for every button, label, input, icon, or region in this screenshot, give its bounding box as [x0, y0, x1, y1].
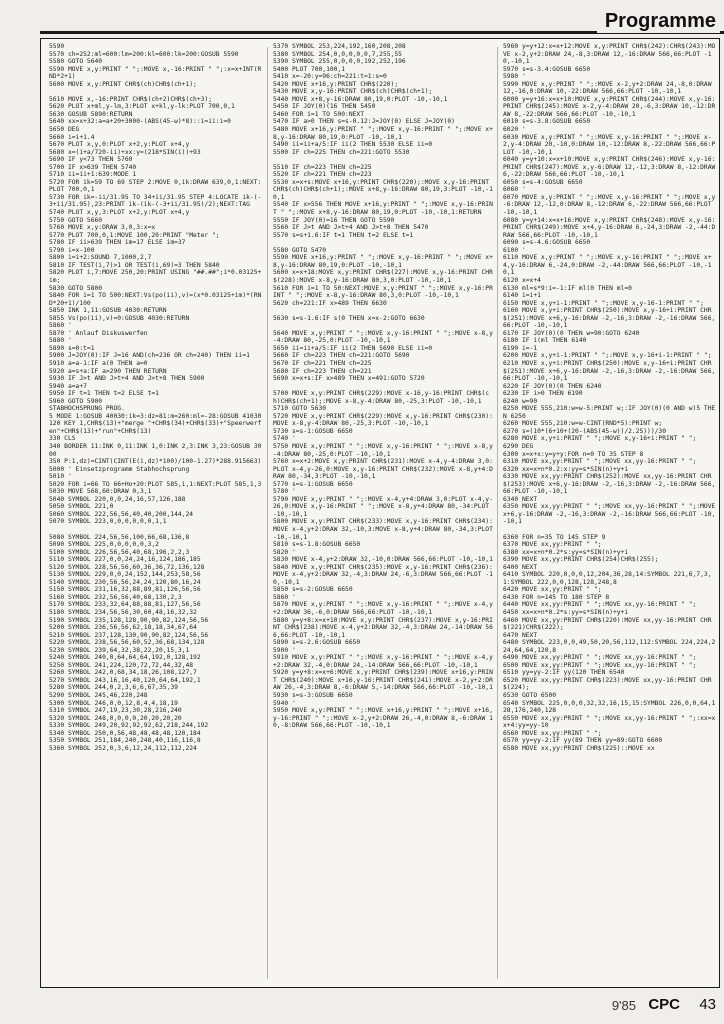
code-line: 5070 SYMBOL 223,0,0,0,0,0,0,1,1: [49, 518, 167, 526]
code-line: 6450 xx=x+n*0.2*s:yy=s*SIN(n)+y+i: [503, 609, 629, 617]
code-line: 5890 s=0:t=1: [49, 344, 95, 352]
code-line: 5860 ': [273, 593, 296, 601]
code-line: 5430 MOVE x,y-16:PRINT CHR$(ch)CHR$(ch+1);: [273, 88, 433, 96]
code-line: 6000 y=y+16:x=x+10:MOVE x,y:PRINT CHR$(244):MOVE x,y-16:PRINT CHR$(245):MOVE x-2,y-4:DRAW 20,-6,3:DRAW 10,-12:DRAW 8,-22:DRAW 566,66:PLOT -10,-10,1: [503, 95, 716, 118]
code-line: 5670 IF ch=221 THEN ch=225: [273, 359, 372, 367]
code-line: 5120 SYMBOL 228,56,56,60,36,36,72,136,128: [49, 563, 205, 571]
code-line: 5820 ': [273, 548, 296, 556]
code-line: 6390 MOVE xx,yy:PRINT CHR$(254)CHR$(255);: [503, 556, 659, 564]
code-line: 5680 IF ch=223 THEN ch=221: [273, 367, 372, 375]
listing-column-3: [503, 43, 720, 983]
code-line: 5190 SYMBOL 235,128,128,90,90,82,124,56,56: [49, 616, 209, 624]
code-line: 5850 INK 1,11:GOSUB 4030:RETURN: [49, 307, 167, 315]
code-line: 5650 DEG: [49, 126, 80, 134]
code-line: 5600 x=x+18:MOVE x,y:PRINT CHR$(227):MOVE x,y-16:PRINT CHR$(228):MOVE x-8,y-16:DRAW 80,3,0:PLOT -10,-10,1: [273, 269, 493, 284]
code-line: 5650 ii=ii+a/5:IF ii(2 THEN 5690 ELSE ii=0: [273, 344, 433, 352]
code-line: 5420 MOVE x+16,y:PRINT CHR$(220);: [273, 80, 399, 88]
code-line: 5730 FOR ik=-ii/31.95 TO 34+ii/31.95 STEP 4:LOCATE ik-(-3+ii/31.95),23:PRINT ik-(ik-(-3+ii/31.95)/2);NEXT:TAG: [49, 193, 262, 209]
code-line: 5710 GOTO 5630: [273, 405, 327, 413]
code-line: 5920 a=s+a:IF a>290 THEN RETURN: [49, 367, 167, 375]
code-line: 5960 GOTO 5900: [49, 397, 103, 405]
code-line: 6060 ': [503, 186, 526, 194]
code-line: 5530 x=x+s:MOVE x+16,y:PRINT CHR$(220);:MOVE x,y-16:PRINT CHR$(ch)CHR$(ch+1);:MOVE x+8,y-16:DRAW 80,19,3:PLOT -10,-10,1: [273, 178, 493, 201]
code-line: 5330 SYMBOL 249,20,92,92,92,62,218,244,192: [49, 722, 209, 730]
code-line: 5440 MOVE x+8,y-16:DRAW 80,19,0:PLOT -10,-10,1: [273, 95, 448, 103]
code-line: 5720 MOVE x,y:PRINT CHR$(229):MOVE x,y-16:PRINT CHR$(230):MOVE x-8,y-4:DRAW 80,-25,3:PLOT -10,-10,1: [273, 412, 493, 428]
code-line: 6280 MOVE x,y+i:PRINT " ";:MOVE x,y-16+i:PRINT " ";: [503, 435, 697, 443]
code-line: 5450 IF JOY(0)(16 THEN 5450: [273, 103, 376, 111]
code-line: 5060 SYMBOL 222,56,56,40,40,200,144,24: [49, 510, 194, 518]
code-line: 5010 ': [49, 473, 72, 481]
code-line: STABHOCHSPRUNG PROG.: [49, 405, 125, 413]
code-line: 5900 ': [273, 646, 296, 654]
listing-column-2: [273, 43, 497, 983]
code-line: 5540 IF x>556 THEN MOVE x+16,y:PRINT " ";:MOVE x,y-16:PRINT " ";:MOVE x+8,y-16:DRAW 80,19,0:PLOT -10,-10,1:RETURN: [273, 201, 493, 217]
code-line: 6120 x=x+4: [503, 276, 541, 284]
code-line: 6310 MOVE xx,yy:PRINT " ";:MOVE xx,yy-16:PRINT " ";: [503, 458, 697, 466]
code-line: 5780 ': [273, 488, 296, 496]
code-line: 5560 IF J>t AND J>t+4 AND J>t+8 THEN 5470: [273, 224, 429, 232]
code-line: 5520 IF ch=221 THEN ch=223: [273, 171, 372, 179]
code-line: 6460 MOVE xx,yy:PRINT CHR$(220):MOVE xx,yy-16:PRINT CHR$(221)CHR$(222);: [503, 616, 712, 632]
code-line: 5590 MOVE x+16,y:PRINT " ";:MOVE x,y-16:PRINT " ";:MOVE x+8,y-16:DRAW 80,19,0:PLOT -10,-10,1: [273, 254, 493, 269]
code-line: 5260 SYMBOL 242,0,68,34,18,26,108,127,7: [49, 669, 197, 677]
code-line: 5920 y=y+8:x=x+6:MOVE x,y:PRINT CHR$(239):MOVE x+16,y:PRINT CHR$(240):MOVE x+16,y-16:PRINT CHR$(241):MOVE x-2,y+2:DRAW 26,-4,3:DRAW 8,-6:DRAW 5,-14:DRAW 566,66:PLOT -10,-10,1: [273, 669, 493, 692]
code-line: 6050 s=s-4:GOSUB 6650: [503, 178, 583, 186]
page-footer: [0, 990, 724, 1024]
code-line: 5470 IF a>0 THEN s=s-0.12:J=JOY(0) ELSE J=JOY(0): [273, 118, 455, 126]
code-line: 6010 s=s-3.8:GOSUB 6650: [503, 118, 591, 126]
code-line: 5280 SYMBOL 244,0,2,3,6,6,67,35,39: [49, 684, 178, 692]
code-line: 6140 i=i+1: [503, 292, 541, 300]
page-number: 43: [699, 996, 716, 1013]
code-line: 6230 IF i>0 THEN 6190: [503, 390, 583, 398]
code-line: 340 BORDER 11:INK 0,11:INK 1,0:INK 2,3:INK 3,23:GOSUB 3000: [49, 442, 262, 458]
code-line: 5290 SYMBOL 245,46,220,248: [49, 692, 148, 700]
code-line: 5700 MOVE x,y:PRINT CHR$(229):MOVE x-16,y-16:PRINT CHR$(ch)CHR$(ch+1);:MOVE x-8,y-4:DRAW 80,-25,3:PLOT -10,-10,1: [273, 390, 490, 405]
code-line: 5770 s=s-1:GOSUB 6650: [273, 480, 353, 488]
code-line: 6150 MOVE x,y+i-1:PRINT " ";:MOVE x,y-16-1:PRINT " ";: [503, 299, 704, 307]
code-line: 6040 y=y+10:x=x+10:MOVE x,y:PRINT CHR$(246):MOVE x,y-16:PRINT CHR$(247):MOVE x,y-6:DRAW 12,-12,3:DRAW 8,-12:DRAW 6,-22:DRAW 566,66:PLOT -10,-10,1: [503, 156, 720, 179]
code-line: 5820 PLOT i,7:MOVE 250,20:PRINT USING "##.##";i*0.03125+im;: [49, 269, 262, 284]
code-line: 5550 IF JOY(0)=16 THEN GOTO 5590: [273, 216, 395, 224]
column-divider: [497, 47, 498, 979]
code-line: 5620 ch=221:IF x>489 THEN 6630: [273, 299, 387, 307]
code-line: [49, 526, 264, 534]
code-line: 6190 i=-1: [503, 344, 538, 352]
code-line: 5780 IF ii>639 THEN im=17 ELSE im=37: [49, 239, 186, 247]
code-line: 5830 MOVE x-4,y+2:DRAW 32,-10,0:DRAW 566,66:PLOT -10,-10,1: [273, 556, 493, 564]
listing-column-1: [49, 43, 264, 983]
code-line: 5690 IF y<73 THEN 5760: [49, 156, 133, 164]
code-line: 5750 MOVE x,y:PRINT " ";:MOVE x,y-16:PRINT " ";:MOVE x-8,y-4:DRAW 80,-25,0:PLOT -10,-10,1: [273, 442, 493, 458]
code-line: 6580 MOVE xx,yy:PRINT CHR$(225)::MOVE xx: [503, 744, 655, 752]
code-line: 5950 IF t=1 THEN t=2 ELSE t=1: [49, 390, 159, 398]
code-line: 5930 s=s-3:GOSUB 6650: [273, 692, 353, 700]
code-line: 6560 MOVE xx,yy:PRINT " ";: [503, 729, 602, 737]
code-line: 5080 SYMBOL 224,56,56,100,66,68,136,8: [49, 533, 190, 541]
code-line: 6030 MOVE x,y:PRINT " ";:MOVE x,y-16:PRINT " ";:MOVE x-2,y-4:DRAW 20,-10,0:DRAW 10,-12:DRAW 8,-22:DRAW 566,66:PLOT -10,-10,1: [503, 133, 716, 156]
code-line: 6400 NEXT: [503, 563, 538, 571]
code-line: 5 MODE 1:GOSUB 40030:ik=3:dz=81:m=260:ml=-28:GOSUB 41030: [49, 412, 262, 420]
code-line: 6170 IF JOY(0)(0 THEN w=90:GOTO 6240: [503, 329, 640, 337]
code-line: 5350 SYMBOL 251,184,240,248,40,116,116,8: [49, 737, 201, 745]
code-line: 5910 a=a-1:IF a(0 THEN a=0: [49, 359, 148, 367]
code-line: 5720 FOR ik=59 TO 69 STEP 2:MOVE 0,ik:DRAW 639,0,1:NEXT:PLOT 700,0,1: [49, 178, 262, 194]
code-line: 6210 MOVE x,y+i:PRINT CHR$(250):MOVE x,y-16+i:PRINT CHR$(251):MOVE x+6,y-16:DRAW -2,-16,3:DRAW -2,-16:DRAW 566,66:PLOT -10,-10,1: [503, 359, 716, 383]
code-line: [503, 526, 717, 534]
code-line: 6300 x=x+x:y=y+y:FOR n=0 TO 35 STEP 8: [503, 450, 644, 458]
code-line: 5880 y=y+8:x=x+10:MOVE x,y:PRINT CHR$(237):MOVE x,y-16:PRINT CHR$(238):MOVE x-4,y+2:DRAW 32,-4,3:DRAW 24,-14:DRAW 566,66:PLOT -10,-10,1: [273, 616, 493, 639]
code-line: 6570 yy=yy-2:IF yy(89 THEN yy=89:GOTO 6600: [503, 737, 663, 745]
code-line: 5880 ': [49, 337, 72, 345]
code-line: 5710 ii=ii+1:639:MODE 1: [49, 171, 137, 179]
code-line: 5000 ' Einsetzprogramm Stabhochsprung: [49, 465, 190, 473]
code-line: 6130 ml=s*9:i=-1:IF ml(0 THEN ml=0: [503, 284, 632, 292]
code-line: 5950 MOVE x,y:PRINT " ";:MOVE x+16,y:PRINT " ";:MOVE x+16,y-16:PRINT " ";:MOVE x-2,y+2:DRAW 26,-4,0:DRAW 8,-6:DRAW 10,-8:DRAW 566,66:PLOT -10,-10,1: [273, 707, 493, 730]
code-line: 6350 MOVE xx,yy:PRINT " ";:MOVE xx,yy-16:PRINT " ";:MOVE x+6,y-16:DRAW -2,-16,3:DRAW -2,-16:DRAW 566,66:PLOT -10,-10,1: [503, 503, 720, 526]
code-line: 5810 s=s-1.8:GOSUB 6650: [273, 541, 361, 549]
code-line: 5680 x=(i+a/720-ii)+xx:y=(218*SIN(i))+93: [49, 148, 201, 156]
code-line: 6320 xx=x+n*0.2:x:yy=s*SIN(n)+y+i: [503, 465, 629, 473]
code-line: 6020 ': [503, 126, 526, 134]
code-line: 5870 ' Anlauf Diskuswerfen: [49, 329, 148, 337]
code-line: 6090 s=s-4.6:GOSUB 6650: [503, 239, 591, 247]
issue-label: 9'85: [611, 998, 636, 1013]
code-line: 5570 ch=252:ml=600:lm=200:kl=600:lk=200:GOSUB 5590: [49, 50, 239, 58]
code-line: 6520 MOVE xx,yy:PRINT CHR$(223):MOVE xx,yy-16:PRINT CHR$(224);: [503, 676, 712, 692]
code-line: 5050 SYMBOL 221,0: [49, 503, 114, 511]
program-listing: [40, 38, 720, 988]
code-line: 5960 y=y+12:x=x+12:MOVE x,y:PRINT CHR$(242):CHR$(243):MOVE x-2,y+2:DRAW 24,-8,3:DRAW 12,-16:DRAW 566,66:PLOT -10,-10,1: [503, 43, 716, 66]
code-line: 5640 MOVE x,y:PRINT " ";:MOVE x,y-16:PRINT " ";:MOVE x-8,y-4:DRAW 80,-25,0:PLOT -10,-10,1: [273, 329, 493, 345]
code-line: 6510 yy=yy-2:IF yy(120 THEN 6540: [503, 669, 625, 677]
code-line: 5410 x=-20:y=96:ch=221:t=1:s=0: [273, 73, 387, 81]
code-line: 5870 MOVE x,y:PRINT " ";:MOVE x,y-16:PRINT " ";:MOVE x-4,y+2:DRAW 36,-6,0:DRAW 566,66:PLOT -10,-10,1: [273, 601, 493, 617]
code-line: 6240 w=90: [503, 397, 538, 405]
code-line: 5250 SYMBOL 241,224,120,72,72,44,32,48: [49, 661, 194, 669]
code-line: 5500 IF ch=225 THEN ch=221:GOTO 5530: [273, 148, 410, 156]
magazine-name: CPC: [648, 996, 680, 1013]
code-line: 5570 s=s+1.6:IF t=1 THEN t=2 ELSE t=1: [273, 231, 414, 239]
code-line: 5840 FOR i=1 TO 500:NEXT:Vs(po(ii),v)=(x*0.03125+im)*(RND*20+1)/100: [49, 292, 262, 307]
code-line: 5790 i=x-100: [49, 246, 95, 254]
code-line: 5850 s=s-2:GOSUB 6650: [273, 586, 353, 594]
code-line: 6490 MOVE xx,yy:PRINT " ";:MOVE xx,yy-16:PRINT " ";: [503, 654, 697, 662]
code-line: 6070 MOVE x,y:PRINT " ";:MOVE x,y-16:PRINT " ";:MOVE x,y-6:DRAW 12,-12,0:DRAW 8,-12:DRAW 6,-22:DRAW 566,66:PLOT -10,-10,1: [503, 193, 716, 217]
code-line: 5630 s=s-1.6:IF s(0 THEN x=x-2:GOTO 6630: [273, 314, 425, 322]
code-line: 5730 s=s-1:GOSUB 6650: [273, 427, 353, 435]
code-line: 6270 s=(10*(6+10+(20-(ABS(45-w))/2.25)))/30: [503, 427, 667, 435]
code-line: 6330 MOVE xx,yy:PRINT CHR$(252):MOVE xx,yy-16:PRINT CHR$(253):MOVE x+6,y-16:DRAW -2,-16,3:DRAW -2,-16:DRAW 566,66:PLOT -10,-10,1: [503, 473, 716, 496]
code-line: 6430 FOR n=145 TO 180 STEP 8: [503, 593, 610, 601]
code-line: 5020 FOR i=66 TO 66+Ho+20:PLOT 585,i,1:NEXT:PLOT 585,1,3: [49, 480, 262, 488]
code-line: 6290 DEG: [503, 442, 534, 450]
code-line: 5160 SYMBOL 232,56,56,40,68,130,2,3: [49, 593, 182, 601]
code-line: 5510 IF ch=223 THEN ch=225: [273, 163, 372, 171]
code-line: 6080 y=y+14:x=x+16:MOVE x,y:PRINT CHR$(248):MOVE x,y-16:PRINT CHR$(249):MOVE x+4,y-16:DRAW 6,-24,3:DRAW -2,-44:DRAW 566,66:PLOT -10,-10,1: [503, 216, 716, 239]
code-line: 5590: [49, 43, 65, 50]
code-line: 6370 MOVE xx,yy:PRINT " ";: [503, 541, 602, 549]
code-line: 5810 IF TEST(i,7)>1 OR TEST(i,69)=3 THEN 5840: [49, 261, 220, 269]
code-line: 5600 MOVE x,y:PRINT CHR$(ch)CHR$(ch+1);: [49, 80, 197, 88]
code-line: 6260 MOVE 555,210:w=w-CINT(RND*5):PRINT w;: [503, 420, 663, 428]
code-line: [273, 307, 493, 315]
code-line: 5580 GOTO 5640: [49, 58, 103, 66]
code-line: 5790 MOVE x,y:PRINT " ";:MOVE x-4,y+4:DRAW 3,0:PLOT x-4,y-26,0:MOVE x,y-16:PRINT " ";:MOVE x-8,y+4:DRAW 80,-34:PLOT -10,-10,1: [273, 495, 493, 518]
code-line: 6480 SYMBOL 223,0,0,49,50,20,56,112,112:SYMBOL 224,224,224,64,64,120,8: [503, 639, 716, 654]
code-line: 6500 MOVE xx,yy:PRINT " ";:MOVE xx,yy-16:PRINT " ";: [503, 661, 697, 669]
code-line: 5090 SYMBOL 225,0,0,0,0,0,3,2: [49, 541, 159, 549]
code-line: 5800 MOVE x,y:PRINT CHR$(233):MOVE x,y-16:PRINT CHR$(234):MOVE x-4,y+2:DRAW 32,-10,3:MOVE x-8,y+4:DRAW 80,-34,3:PLOT -10,-10,1: [273, 518, 497, 541]
section-title: Programme: [597, 10, 720, 33]
code-line: [49, 88, 264, 96]
code-line: 5040 SYMBOL 220,0,0,24,16,57,126,188: [49, 495, 186, 503]
code-line: 5990 MOVE x,y:PRINT " ";:MOVE x-2,y+2:DRAW 24,-8,0:DRAW 12,-16,0:DRAW 10,-22:DRAW 566,66:PLOT -10,-10,1: [503, 80, 716, 96]
code-line: 5970 s=s-3.4:GOSUB 6650: [503, 65, 591, 73]
code-line: 5310 SYMBOL 247,19,23,30,28,216,240: [49, 707, 182, 715]
code-line: 5800 i=i+2:SOUND 7,1000,2,7: [49, 254, 152, 262]
code-line: 5740 PLOT x,y,3:PLOT x+2,y:PLOT x+4,y: [49, 209, 190, 217]
code-line: 350 P:1,dz)=CINT(CINT(E(i,dz)*100)/100-1.27)*288.915663): [49, 458, 262, 466]
code-line: 5400 PLOT 700,100,1: [273, 65, 346, 73]
code-line: 5240 SYMBOL 240,0,64,64,64,192,0,128,192: [49, 654, 201, 662]
code-line: 5460 FOR i=1 TO 500:NEXT: [273, 110, 364, 118]
code-line: 6360 FOR n=35 TO 145 STEP 9: [503, 533, 606, 541]
code-line: 5140 SYMBOL 230,56,56,24,24,120,80,16,24: [49, 578, 201, 586]
code-line: 6340 NEXT: [503, 495, 538, 503]
code-line: 6100 ': [503, 246, 526, 254]
code-line: [273, 156, 493, 164]
code-line: 5480 MOVE x+16,y:PRINT " ";:MOVE x,y-16:PRINT " ";:MOVE x+8,y-16:DRAW 80,19,0:PLOT -10,-10,1: [273, 126, 493, 141]
code-line: 5855 Vs(po(ii),v)=0:GOSUB 4030:RETURN: [49, 314, 190, 322]
code-line: 6220 IF JOY(0)(0 THEN 6240: [503, 382, 602, 390]
code-line: 5940 ': [273, 699, 296, 707]
code-line: 5210 SYMBOL 237,128,130,90,90,82,124,56,56: [49, 631, 209, 639]
code-line: 5200 SYMBOL 236,56,56,62,18,18,34,67,64: [49, 624, 197, 632]
code-line: 5130 SYMBOL 229,0,0,24,152,144,253,58,56: [49, 571, 201, 579]
column-divider: [267, 47, 268, 979]
code-line: [273, 383, 493, 391]
code-line: 5230 SYMBOL 239,64,32,38,22,20,15,3,1: [49, 646, 190, 654]
code-line: 5930 IF J>t AND J>t+4 AND J>t+8 THEN 5900: [49, 375, 205, 383]
code-line: 5360 SYMBOL 252,0,3,6,12,24,112,112,224: [49, 744, 197, 752]
code-line: 5150 SYMBOL 231,16,32,88,89,81,126,56,56: [49, 586, 201, 594]
code-line: 330 CLS: [49, 435, 76, 443]
code-line: 6410 SYMBOL 220,0,0,0,12,204,36,28,14:SYMBOL 221,6,7,3,1:SYMBOL 222,0,0,128,128,248,8: [503, 571, 712, 586]
code-line: 5380 SYMBOL 254,0,0,0,0,0,7,255,55: [273, 50, 402, 58]
code-line: 5270 SYMBOL 243,16,16,40,120,64,64,192,1: [49, 676, 201, 684]
code-line: 6420 MOVE xx,yy:PRINT " ";: [503, 586, 602, 594]
code-line: 5660 i=i+1.4: [49, 133, 95, 141]
code-line: 5030 MOVE 568,60:DRAW 0,3,1: [49, 488, 152, 496]
code-line: 5340 SYMBOL 250,0,56,48,48,48,48,120,184: [49, 729, 201, 737]
code-line: 6250 MOVE 555,210:w=w-5:PRINT w;:IF JOY(0)(0 AND w)5 THEN 6250: [503, 405, 716, 420]
code-line: 6550 MOVE xx,yy:PRINT " ";:MOVE xx,yy-16:PRINT " ";:xx=xx+4:yy=yy-10: [503, 714, 716, 730]
code-line: 5700 IF x>639 THEN 5740: [49, 163, 137, 171]
code-line: 5110 SYMBOL 227,0,0,24,24,16,124,186,185: [49, 556, 201, 564]
code-line: [273, 239, 493, 247]
code-line: 5620 PLOT x+ml,y-lm,3:PLOT x+kl,y-lk:PLOT 700,0,1: [49, 103, 235, 111]
code-line: 6110 MOVE x,y:PRINT " ";:MOVE x,y-16:PRINT " ";:MOVE x+4,y-16:DRAW 6,-24,0:DRAW -2,-44:DRAW 566,66:PLOT -10,-10,1: [503, 254, 712, 277]
code-line: 5610 FOR i=1 TO 50:NEXT:MOVE x,y:PRINT " ";:MOVE x,y-16:PRINT " ";:MOVE x-8,y-16:DRAW 80,3,0:PLOT -10,-10,1: [273, 284, 493, 300]
code-line: [273, 322, 493, 330]
code-line: 6470 NEXT: [503, 631, 538, 639]
code-line: 5170 SYMBOL 233,32,64,88,88,81,127,56,56: [49, 601, 201, 609]
code-line: 5370 SYMBOL 253,224,192,160,208,208: [273, 43, 406, 50]
code-line: 5180 SYMBOL 234,56,56,30,60,48,16,32,32: [49, 609, 197, 617]
code-line: 5940 a=a+7: [49, 382, 87, 390]
code-line: 5300 SYMBOL 246,0,0,12,8,4,4,18,19: [49, 699, 178, 707]
code-line: 5490 ii=ii+a/5:IF ii(2 THEN 5530 ELSE ii=0: [273, 141, 433, 149]
code-line: 5980 ': [503, 73, 526, 81]
code-line: 5740 ': [273, 435, 296, 443]
code-line: 5760 x=x+2:MOVE x,y:PRINT CHR$(231):MOVE x-4,y-4:DRAW 3,0:PLOT x-4,y-26,0:MOVE x,y-16:PRINT CHR$(232):MOVE x-8,y+4:DRAW 80,-34,3:PLOT -10,-10,1: [273, 458, 493, 481]
code-line: 5390 SYMBOL 255,0,0,0,0,192,252,196: [273, 58, 406, 66]
code-line: 5910 MOVE x,y:PRINT " ";:MOVE x,y-16:PRINT " ";:MOVE x-4,y+2:DRAW 32,-4,0:DRAW 24,-14:DRAW 566,66:PLOT -10,-10,1: [273, 654, 493, 669]
code-line: 6160 MOVE x,y+i:PRINT CHR$(250):MOVE x,y-16+i:PRINT CHR$(251):MOVE x+6,y-16:DRAW -2,-16,3:DRAW -2,-16:DRAW 566,66:PLOT -10,-10,1: [503, 307, 716, 330]
code-line: 5660 IF ch=223 THEN ch=221:GOTO 5690: [273, 352, 410, 360]
code-line: 120 KEY 1,CHR$(13)+"merge "+CHR$(34)+CHR$(33)+"Speerwerfen"+CHR$(13)+"run"+CHR$(13): [49, 420, 262, 435]
code-line: 5860 ': [49, 322, 72, 330]
code-line: 5840 MOVE x,y:PRINT CHR$(235):MOVE x,y-16:PRINT CHR$(236):MOVE x-4,y+2:DRAW 32,-4,3:DRAW 24,-6,3:DRAW 566,66:PLOT -10,-10,1: [273, 563, 493, 586]
code-line: 5320 SYMBOL 248,0,0,0,0,20,20,20,20: [49, 714, 182, 722]
code-line: 5100 SYMBOL 226,56,56,40,68,196,2,2,3: [49, 548, 190, 556]
code-line: 5890 s=s-2.6:GOSUB 6650: [273, 639, 361, 647]
code-line: 5830 GOTO 5800: [49, 284, 103, 292]
code-line: 5610 MOVE x,-16:PRINT CHR$(ch+2)CHR$(ch+3);: [49, 95, 213, 103]
code-line: 6180 IF i(ml THEN 6140: [503, 337, 587, 345]
code-line: 5630 GOSUB 5890:RETURN: [49, 110, 133, 118]
code-line: 5670 PLOT x,y,0:PLOT x+2,y:PLOT x+4,y: [49, 141, 190, 149]
code-line: 5580 GOTO 5470: [273, 246, 327, 254]
code-line: 5690 x=x+s:IF x>489 THEN x=491:GOTO 5720: [273, 375, 425, 383]
code-line: 6540 SYMBOL 225,0,0,0,32,32,16,15,15:SYMBOL 226,0,0,64,128,176,240,128: [503, 699, 716, 715]
code-line: 5760 MOVE x,y:DRAW 3,0,3:x=x: [49, 224, 156, 232]
code-line: 5900 J=JOY(0):IF J=16 AND(ch=236 OR ch=240) THEN ii=1: [49, 352, 250, 360]
code-line: 6530 GOTO 6500: [503, 692, 557, 700]
code-line: 5770 PLOT 700,0,1:MOVE 100,20:PRINT "Meter ";: [49, 231, 220, 239]
code-line: 6440 MOVE xx,yy:PRINT " ";:MOVE xx,yy-16:PRINT " ";: [503, 601, 697, 609]
code-line: 5590 MOVE x,y:PRINT " ";:MOVE x,-16:PRINT " ";:x=x+INT(RND*2+1): [49, 65, 262, 81]
code-line: 5640 xx=x+32:a=a+20+3000-(ABS(45-w)*8)::i=ii:i=0: [49, 118, 231, 126]
code-line: 6380 xx=x+n*0.2*s:yy=s*SIN(n)+y+i: [503, 548, 629, 556]
code-line: 5750 GOTO 5660: [49, 216, 103, 224]
code-line: 5220 SYMBOL 238,56,56,60,52,36,68,134,128: [49, 639, 205, 647]
code-line: 6200 MOVE x,y+i-1:PRINT " ";:MOVE x,y-16+i-1:PRINT " ";: [503, 352, 712, 360]
